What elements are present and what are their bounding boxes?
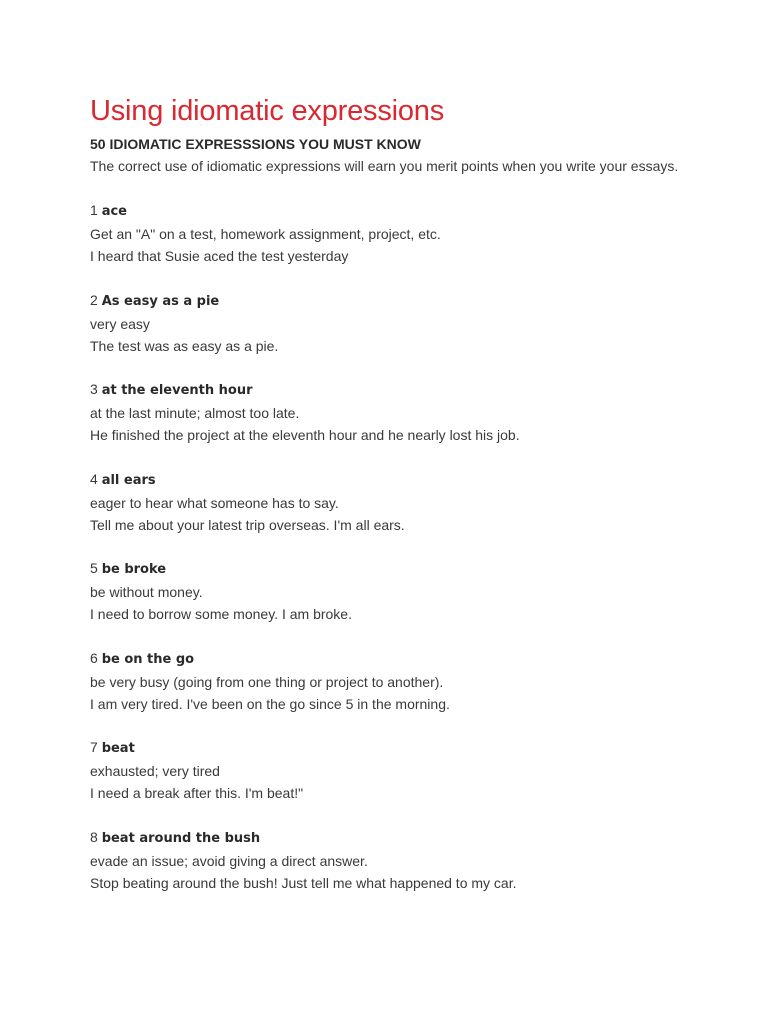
idiom-term: all ears [101, 472, 156, 488]
page-subtitle: 50 IDIOMATIC EXPRESSSIONS YOU MUST KNOW [90, 136, 421, 152]
idiom-example: The test was as easy as a pie. [90, 337, 279, 354]
idiom-example: I heard that Susie aced the test yesterday [90, 248, 349, 264]
idiom-number: 5 [90, 560, 98, 576]
idiom-term: at the eleventh hour [101, 383, 253, 398]
page-title: Using idiomatic expressions [90, 95, 445, 127]
idiom-number: 6 [90, 649, 98, 666]
idiom-term: ace [101, 204, 127, 219]
idiom-number: 1 [90, 202, 98, 218]
idiom-term: be broke [101, 562, 167, 577]
idiom-number: 7 [90, 739, 98, 755]
idiom-entry [90, 468, 730, 536]
idiom-heading [90, 289, 730, 313]
idiom-definition: Get an "A" on a test, homework assignment, project, etc. [90, 226, 441, 242]
idiom-definition: eager to hear what someone has to say. [90, 494, 339, 511]
idiom-term: beat around the bush [101, 830, 261, 846]
idiom-example: Tell me about your latest trip overseas. I'm all ears. [90, 516, 405, 533]
idiom-entry [90, 557, 730, 625]
document-page [90, 93, 730, 915]
idiom-example: I need to borrow some money. I am broke. [90, 606, 352, 622]
idiom-definition: be very busy (going from one thing or project to another). [90, 673, 444, 690]
idiom-term: As easy as a pie [101, 293, 220, 309]
idiom-heading [90, 378, 730, 402]
idiom-example: I need a break after this. I'm beat!" [90, 785, 304, 801]
idiom-entry [90, 826, 730, 894]
idiom-heading [90, 736, 730, 760]
idiom-number: 4 [90, 470, 98, 487]
idiom-term: be on the go [101, 651, 195, 667]
idiom-heading [90, 557, 730, 581]
idiom-heading [90, 468, 730, 492]
idiom-number: 2 [90, 291, 98, 308]
idiom-heading [90, 647, 730, 671]
idiom-entry [90, 378, 730, 446]
idiom-entry [90, 199, 730, 267]
idiom-example: He finished the project at the eleventh hour and he nearly lost his job. [90, 427, 520, 443]
idiom-definition: exhausted; very tired [90, 763, 220, 779]
idiom-definition: evade an issue; avoid giving a direct answer. [90, 852, 368, 869]
idiom-example: I am very tired. I've been on the go since 5 in the morning. [90, 695, 450, 712]
idiom-entry [90, 289, 730, 357]
idiom-term: beat [101, 741, 135, 756]
idiom-example: Stop beating around the bush! Just tell me what happened to my car. [90, 874, 517, 891]
idiom-definition: be without money. [90, 584, 203, 600]
idiom-entry [90, 736, 730, 804]
idiom-number: 8 [90, 828, 98, 845]
idiom-heading [90, 199, 730, 223]
idiom-entry [90, 647, 730, 715]
idiom-heading [90, 826, 730, 850]
idiom-definition: very easy [90, 315, 150, 332]
intro-paragraph: The correct use of idiomatic expressions will earn you merit points when you write your essays. [90, 158, 679, 174]
idiom-definition: at the last minute; almost too late. [90, 405, 300, 421]
idiom-number: 3 [90, 381, 98, 397]
